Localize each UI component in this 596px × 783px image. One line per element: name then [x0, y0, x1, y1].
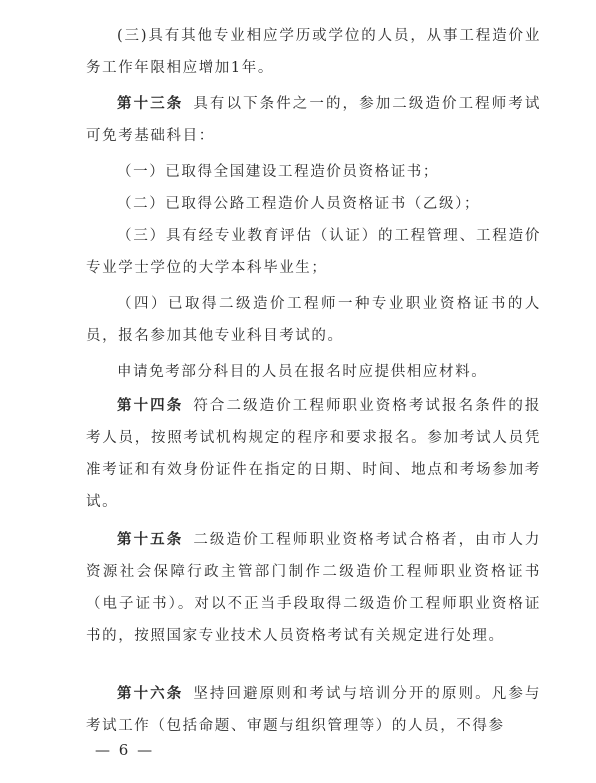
article-heading: 第十四条 — [117, 398, 184, 414]
page-number: — 6 — — [95, 741, 155, 759]
paragraph-text: （二）已取得公路工程造价人员资格证书（乙级）； — [117, 196, 481, 212]
paragraph-text: 坚持回避原则和考试与培训分开的原则。凡参与考试工作（包括命题、审题与组织管理等）的人员，不得参 — [86, 686, 541, 734]
paragraph-article-14 — [86, 390, 541, 518]
paragraph-text: 符合二级造价工程师职业资格考试报名条件的报考人员，按照考试机构规定的程序和要求报名。参加考试人员凭准考证和有效身份证件在指定的日期、时间、地点和考场参加考试。 — [86, 398, 541, 510]
paragraph-exemption-materials — [86, 356, 541, 388]
paragraph-item-3 — [86, 220, 541, 284]
paragraph-item-4 — [86, 288, 541, 352]
paragraph-text: 申请免考部分科目的人员在报名时应提供相应材料。 — [117, 364, 488, 380]
paragraph-text: （三）具有经专业教育评估（认证）的工程管理、工程造价专业学士学位的大学本科毕业生； — [86, 228, 541, 276]
paragraph-text: （四）已取得二级造价工程师一种专业职业资格证书的人员，报名参加其他专业科目考试的。 — [86, 296, 541, 344]
paragraph-text: （一）已取得全国建设工程造价员资格证书； — [117, 164, 439, 180]
paragraph-article-13 — [86, 88, 541, 152]
article-heading: 第十五条 — [117, 532, 184, 548]
paragraph-item-2 — [86, 188, 541, 220]
paragraph-text: 具有以下条件之一的，参加二级造价工程师考试可免考基础科目： — [86, 96, 541, 144]
article-heading: 第十三条 — [117, 96, 184, 112]
paragraph-article-16 — [86, 678, 541, 742]
paragraph-text: 二级造价工程师职业资格考试合格者，由市人力资源社会保障行政主管部门制作二级造价工程师职业资格证书（电子证书）。对以不正当手段取得二级造价工程师职业资格证书的，按照国家专业技术人员资格考试有关规定进行处理。 — [86, 532, 541, 644]
paragraph-article-12-item-3 — [86, 20, 541, 84]
paragraph-item-1 — [86, 156, 541, 188]
article-heading: 第十六条 — [117, 686, 184, 702]
paragraph-text: (三)具有其他专业相应学历或学位的人员，从事工程造价业务工作年限相应增加1年。 — [86, 28, 541, 76]
paragraph-article-15 — [86, 524, 541, 652]
